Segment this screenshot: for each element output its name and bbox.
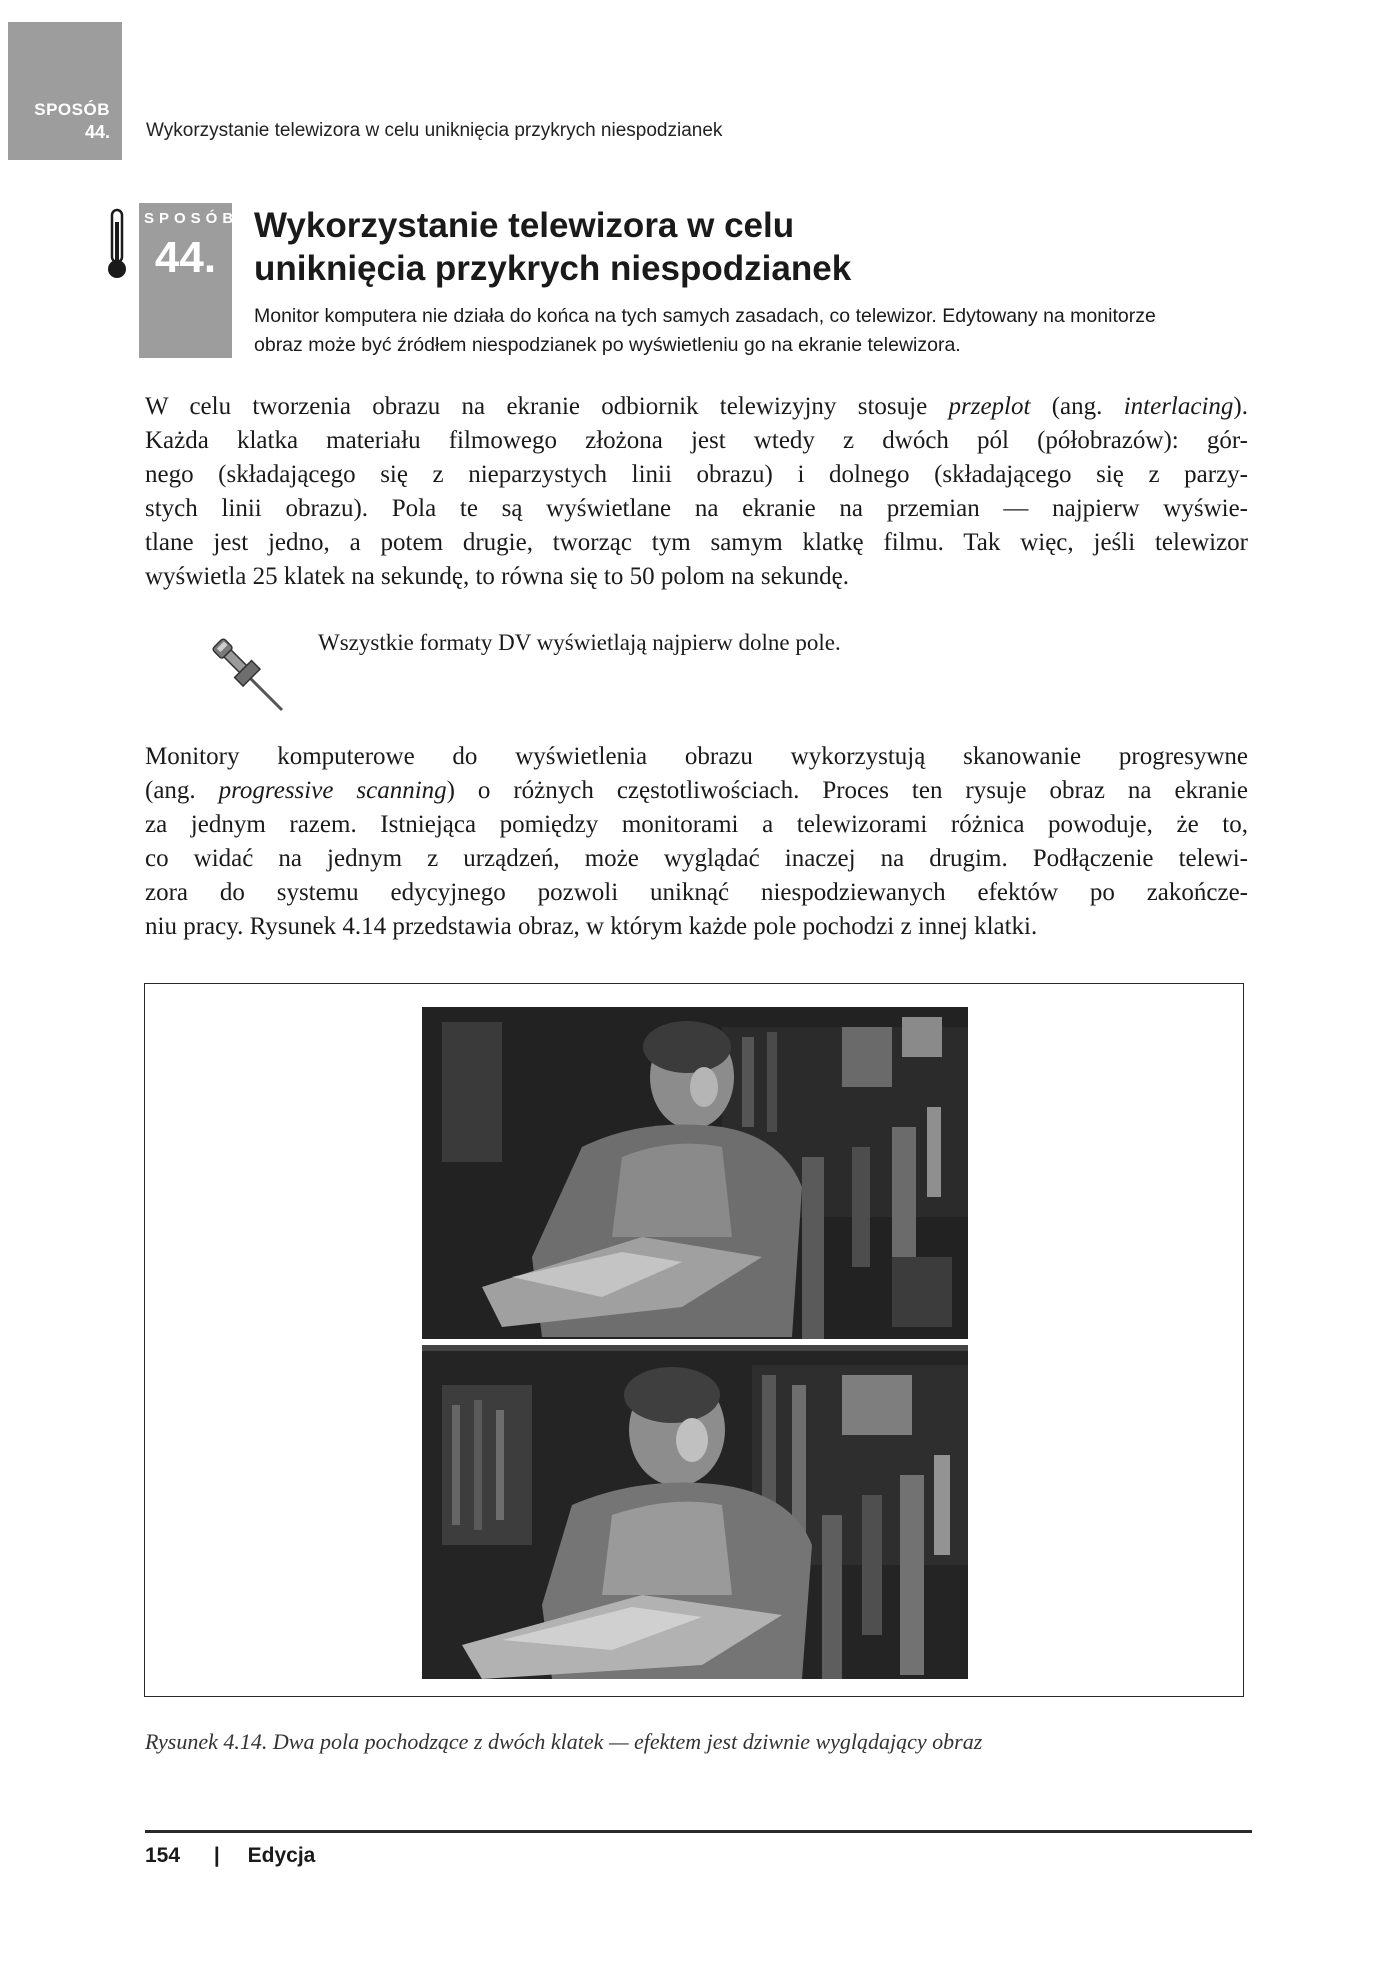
paragraph-line: wyświetla 25 klatek na sekundę, to równa się to 50 polom na sekundę. — [145, 563, 850, 590]
page-footer — [145, 1844, 315, 1868]
hack-number: 44. — [154, 233, 217, 282]
footer-rule — [145, 1830, 1252, 1833]
note-text: Wszystkie formaty DV wyświetlają najpierw dolne pole. — [318, 630, 841, 655]
text-run: ) o różnych częstotliwościach. Proces ten rysuje obraz na ekranie — [446, 777, 1249, 804]
paragraph-line: stych linii obrazu). Pola te są wyświetlane na ekranie na przemian — najpierw wyświe- — [145, 495, 1248, 522]
paragraph-line — [145, 390, 1248, 424]
paragraph-line: co widać na jednym z urządzeń, może wyglądać inaczej na drugim. Podłączenie telewi- — [145, 845, 1248, 872]
hack-number-box — [139, 203, 239, 358]
hack-title — [254, 204, 1014, 290]
chapter-tab-number: 44. — [84, 122, 110, 142]
figure-caption: Rysunek 4.14. Dwa pola pochodzące z dwóch klatek — efektem jest dziwnie wyglądający obraz — [145, 1729, 983, 1754]
paragraph-line — [145, 774, 1248, 808]
hack-label: SPOSÓB — [144, 210, 239, 227]
text-run: (ang. — [145, 777, 219, 804]
running-header: Wykorzystanie telewizora w celu uniknięcia przykrych niespodzianek — [146, 120, 723, 141]
thermometer-icon — [106, 208, 128, 287]
chapter-tab-label: SPOSÓB — [34, 100, 110, 119]
paragraph-line: za jednym razem. Istniejąca pomiędzy monitorami a telewizorami różnica powoduje, że to, — [145, 811, 1248, 838]
hack-title-line: Wykorzystanie telewizora w celu — [254, 206, 795, 245]
body-paragraph-1 — [145, 390, 1248, 594]
paragraph-line: Monitory komputerowe do wyświetlenia obrazu wykorzystują skanowanie progresywne — [145, 743, 1248, 770]
paragraph-line: Każda klatka materiału filmowego złożona jest wtedy z dwóch pól (półobrazów): gór- — [145, 427, 1248, 454]
hack-subtitle-line: Monitor komputera nie działa do końca na tych samych zasadach, co telewizor. Edytowany na monitorze — [254, 305, 1156, 327]
chapter-tab — [8, 22, 122, 160]
term-italic: interlacing — [1123, 393, 1234, 420]
hack-title-line: uniknięcia przykrych niespodzianek — [254, 249, 852, 288]
text-run: (ang. — [1030, 393, 1124, 420]
hack-subtitle — [254, 302, 1254, 360]
text-run: ). — [1233, 393, 1248, 420]
text-run: W celu tworzenia obrazu na ekranie odbiornik telewizyjny stosuje — [145, 393, 949, 420]
term-italic: przeplot — [948, 393, 1031, 420]
figure-photo-bottom — [422, 1345, 968, 1679]
pushpin-icon — [196, 622, 288, 719]
footer-separator: | — [213, 1844, 220, 1867]
paragraph-line: tlane jest jedno, a potem drugie, tworząc tym samym klatkę filmu. Tak więc, jeśli telewizor — [145, 529, 1248, 556]
page-number: 154 — [145, 1844, 181, 1867]
footer-section: Edycja — [247, 1844, 316, 1867]
paragraph-line: zora do systemu edycyjnego pozwoli uniknąć niespodziewanych efektów po zakończe- — [145, 879, 1248, 906]
hack-subtitle-line: obraz może być źródłem niespodzianek po wyświetleniu go na ekranie telewizora. — [254, 334, 961, 356]
body-paragraph-2 — [145, 740, 1248, 944]
term-italic: progressive scanning — [218, 777, 447, 804]
paragraph-line: niu pracy. Rysunek 4.14 przedstawia obraz, w którym każde pole pochodzi z innej klatki. — [145, 913, 1038, 940]
paragraph-line: nego (składającego się z nieparzystych linii obrazu) i dolnego (składającego się z parzy- — [145, 461, 1248, 488]
figure-photo-top — [422, 1007, 968, 1339]
